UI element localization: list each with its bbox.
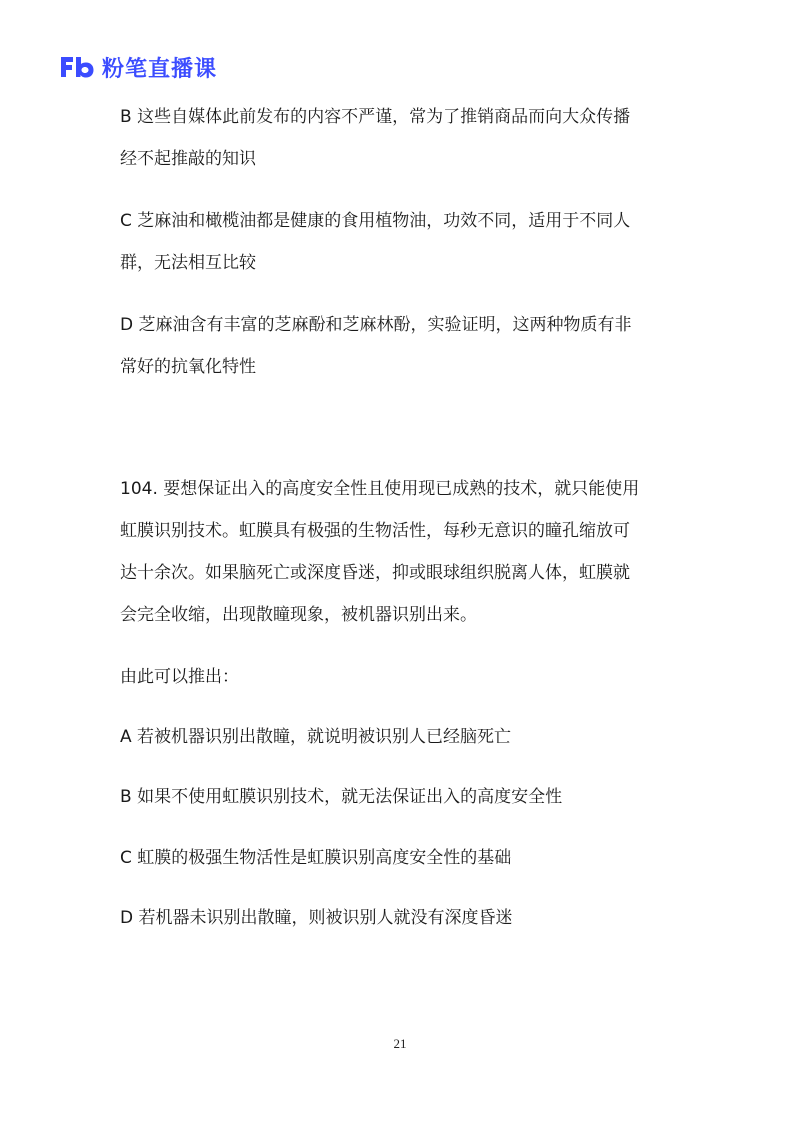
option-b: B 如果不使用虹膜识别技术，就无法保证出入的高度安全性 [120, 787, 563, 807]
fb-logo-icon [58, 54, 96, 80]
question-stem-line2: 虹膜识别技术。虹膜具有极强的生物活性，每秒无意识的瞳孔缩放可 [120, 521, 630, 541]
option-b-prev-line2: 经不起推敲的知识 [120, 149, 256, 169]
option-b-prev-line1: B 这些自媒体此前发布的内容不严谨，常为了推销商品而向大众传播 [120, 107, 631, 127]
question-prompt: 由此可以推出： [120, 667, 239, 687]
option-c: C 虹膜的极强生物活性是虹膜识别高度安全性的基础 [120, 848, 512, 868]
option-d-prev-line1: D 芝麻油含有丰富的芝麻酚和芝麻林酚，实验证明，这两种物质有非 [120, 315, 632, 335]
option-c-prev-line2: 群，无法相互比较 [120, 253, 256, 273]
question-stem-line3: 达十余次。如果脑死亡或深度昏迷，抑或眼球组织脱离人体，虹膜就 [120, 563, 630, 583]
brand-name: 粉笔直播课 [102, 56, 218, 82]
option-c-prev-line1: C 芝麻油和橄榄油都是健康的食用植物油，功效不同，适用于不同人 [120, 211, 631, 231]
option-d-prev-line2: 常好的抗氧化特性 [120, 357, 256, 377]
option-d: D 若机器未识别出散瞳，则被识别人就没有深度昏迷 [120, 908, 513, 928]
brand-header [58, 52, 217, 82]
option-a: A 若被机器识别出散瞳，就说明被识别人已经脑死亡 [120, 727, 512, 747]
question-stem-line4: 会完全收缩，出现散瞳现象，被机器识别出来。 [120, 605, 477, 625]
page-number: 21 [393, 1036, 407, 1051]
question-stem-line1: 104. 要想保证出入的高度安全性且使用现已成熟的技术，就只能使用 [120, 479, 640, 499]
